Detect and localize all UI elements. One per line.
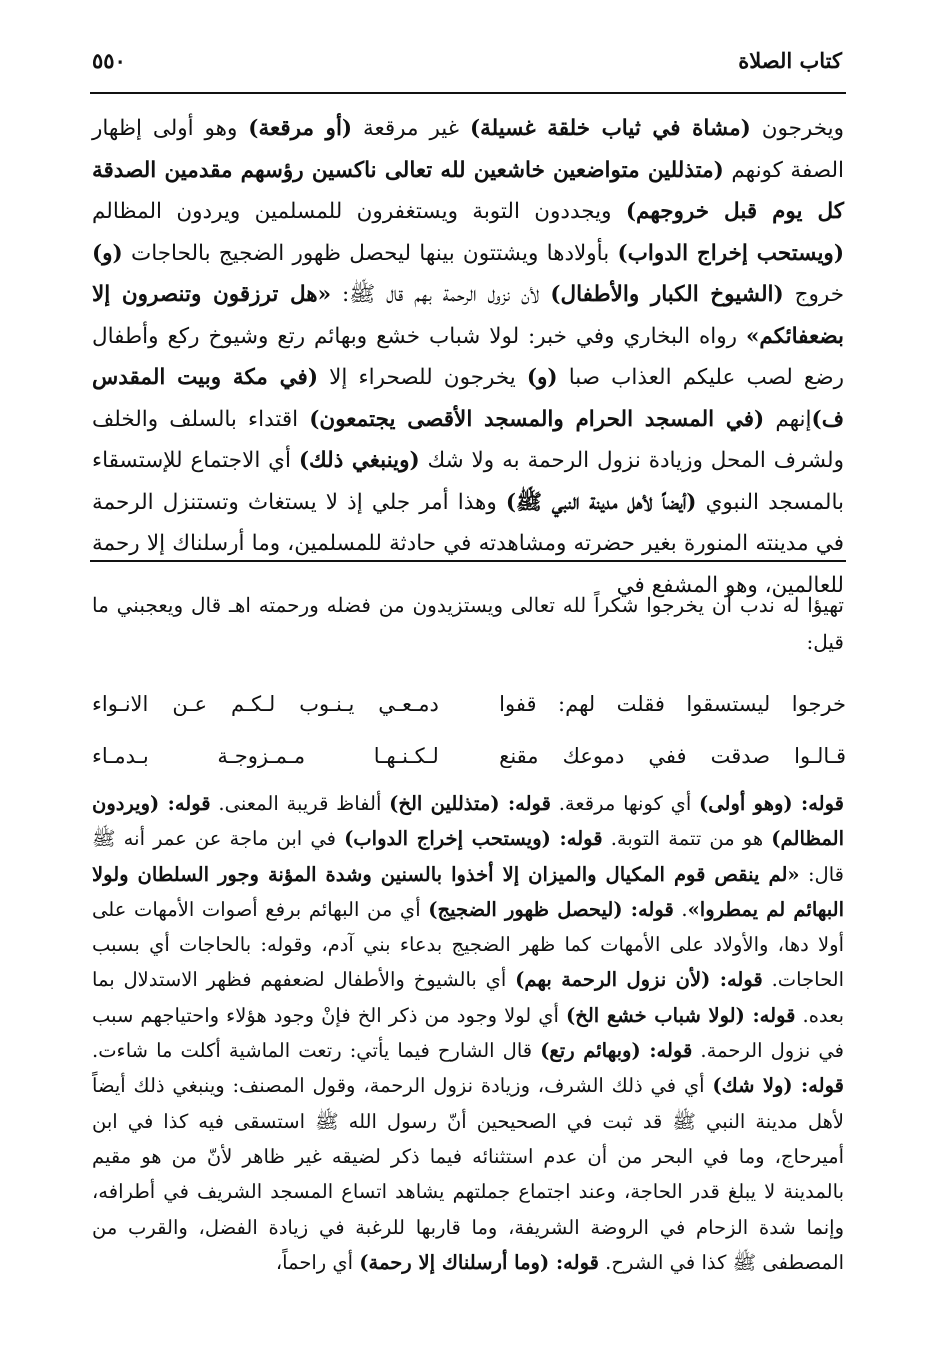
body-text: ألفاظ قريبة المعنى. <box>210 792 390 815</box>
bold-quoted-text: (أو مرقعة) <box>248 116 353 141</box>
bold-quoted-text: (مشاة في ثياب خلقة غسيلة) <box>469 116 751 141</box>
bold-quoted-text: (ويستحب إخراج الدواب) <box>344 827 551 851</box>
body-text: أي الاجتماع للإستسقاء بالمسجد النبوي <box>92 448 844 515</box>
body-text: . <box>673 897 688 921</box>
body-text: في ابن ماجة عن عمر أنه ﷺ قال: <box>92 827 844 886</box>
bold-quoted-text: قوله: <box>744 1003 796 1027</box>
commentary-intro-text: تهيؤا له ندب أن يخرجوا شكراً لله تعالى ويستزيدون من فضله ورحمته اهـ قال ويعجبني ما قيل: <box>92 593 844 654</box>
body-text: أي من البهائم برفع أصوات الأمهات على أولا دها، والأولاد على الأمهات كما ظهر الضجيج بدعاء بني آدم، وقوله: بالحاجات أي بسبب الحاجات. <box>92 897 845 992</box>
body-text: ويجددون التوبة ويستغفرون للمسلمين ويردون المظالم <box>92 199 626 224</box>
commentary-intro <box>92 587 844 661</box>
bold-quoted-text: (وهو أولى) <box>699 792 793 815</box>
bold-quoted-text: قوله: <box>550 827 603 851</box>
bold-quoted-text: (و) <box>92 240 123 266</box>
bold-quoted-text: قوله: <box>549 1250 599 1274</box>
bold-quoted-text: (ويردون المظالم) <box>92 792 845 851</box>
bold-quoted-text: (لولا شباب خشع الخ) <box>566 1003 745 1027</box>
poem <box>92 678 846 782</box>
body-text: رواه البخاري وفي خبر: لولا شباب خشع وبهائم رتع وشيوخ ركع وأطفال رضع لصب عليكم العذاب صبا <box>92 323 844 390</box>
body-text: أي في ذلك الشرف، وزيادة نزول الرحمة، وقول المصنف: وينبغي ذلك أيضاً لأهل مدينة النبي ﷺ قد ثبت في الصحيحين أنّ رسول الله ﷺ استسقى فيه كذا في ابن أميرحاج، وما في البحر من أن عدم استثنائه فيما ذكر لضيقه غير ظاهر لأنّ من هو مقيم بالمدينة لا يبلغ قدر الحاجة، وعند اجتماع جملتهم يشاهد اتساع المسجد الشريف في أطرافه، وإنما شدة الزحام في الروضة الشريفة، وما قاربها للرغبة في زيادة الفضل، والقرب من المصطفى ﷺ كذا في الشرح. <box>92 1074 844 1274</box>
poem-verse <box>92 730 846 782</box>
body-text: أي بالشيوخ والأطفال لضعفهم فظهر الاستدلال بما بعده. <box>92 968 845 1027</box>
body-text: اقتداء بالسلف والخلف ولشرف المحل وزيادة نزول الرحمة به ولا شك <box>92 406 844 473</box>
body-text: غير مرقعة <box>352 116 470 141</box>
main-text <box>92 108 844 606</box>
body-text: وهو أولى إظهار الصفة كونهم <box>92 116 844 183</box>
running-head <box>92 40 842 80</box>
bold-quoted-text: «هل ترزقون وتنصرون إلا بضعفائكم» <box>92 282 844 349</box>
bold-quoted-text: قوله: <box>792 1074 844 1098</box>
bold-quoted-text: (ولا شك) <box>712 1074 793 1098</box>
bold-quoted-text: قوله: <box>499 792 551 815</box>
body-text: خروج <box>783 282 845 307</box>
bold-quoted-text: قوله: <box>710 968 763 992</box>
bold-quoted-text: (أيضاً لأهل مدينة النبي ﷺ) <box>505 489 697 515</box>
bold-quoted-text: (وبهائم رتع) <box>540 1039 641 1063</box>
body-text: أي لولا وجود من ذكر الخ فإنْ وجود هؤلاء واحتياجهم سبب في نزول الرحمة. <box>92 1003 844 1063</box>
verse-second-hemistich: لـكـنـهـا مـمـزوجـة بـدمـاء <box>92 744 439 768</box>
bold-quoted-text: قوله: <box>622 897 674 921</box>
bold-quoted-text: (و) <box>526 365 558 390</box>
bold-quoted-text: (ليحصل ظهور الضجيج) <box>428 897 623 921</box>
bold-quoted-text: قوله: <box>159 792 211 815</box>
verse-second-hemistich: دمـعـي يـنـوب لـكـم عـن الانـواء <box>92 692 439 716</box>
header-rule <box>90 92 846 94</box>
page-number: ٥٥٠ <box>92 47 126 73</box>
commentary-paragraph <box>92 786 844 1280</box>
bold-quoted-text: قوله: <box>792 792 845 815</box>
bold-quoted-text: (في المسجد الحرام والمسجد الأقصى يجتمعون) <box>309 406 765 432</box>
body-text: قال الشارح فيما يأتي: رتعت الماشية أكلت ما شاءت. <box>92 1039 541 1063</box>
footnote-separator <box>90 560 846 562</box>
body-text: إنهم <box>764 406 812 432</box>
bold-quoted-text: (وما أرسلناك إلا رحمة) <box>359 1250 550 1274</box>
bold-quoted-text: «لم ينقص قوم المكيال والميزان إلا أخذوا بالسنين وشدة المؤنة وجور السلطان ولولا البهائم لم يمطروا» <box>92 862 845 921</box>
poem-verse <box>92 678 846 730</box>
body-text: أي كونها مرقعة. <box>550 792 700 815</box>
bold-quoted-text: (في مكة وبيت المقدس ف) <box>92 365 844 432</box>
bold-quoted-text: (لأن نزول الرحمة بهم) <box>515 968 711 992</box>
bold-quoted-text: (متذللين الخ) <box>389 792 500 815</box>
verse-first-hemistich: خرجوا ليستسقوا فقلت لهم: قفوا <box>499 692 846 716</box>
body-text: وهذا أمر جلي إذ لا يستغاث وتستنزل الرحمة في مدينته المنورة بغير حضرته ومشاهدته في حادثة للمسلمين، وما أرسلناك إلا رحمة للعالمين، وهو المشفع في <box>92 489 844 598</box>
body-text: لأن نزول الرحمة بهم قال ﷺ: <box>331 282 551 307</box>
book-title: كتاب الصلاة <box>738 47 842 73</box>
body-text: يخرجون للصحراء إلا <box>318 365 527 390</box>
body-text: ويخرجون <box>750 116 845 141</box>
bold-quoted-text: (الشيوخ الكبار والأطفال) <box>550 282 784 307</box>
main-paragraph <box>92 108 844 606</box>
bold-quoted-text: (ويستحب إخراج الدواب) <box>617 240 844 266</box>
verse-first-hemistich: قـالـوا صدقت ففي دموعك مقنع <box>499 744 846 768</box>
commentary-body <box>92 786 844 1280</box>
body-text: أي راحماً، <box>275 1250 360 1274</box>
body-text: بأولادها ويشتتون بينها ليحصل ظهور الضجيج بالحاجات <box>122 240 618 266</box>
bold-quoted-text: (وينبغي ذلك) <box>298 448 420 473</box>
body-text: هو من تتمة التوبة. <box>602 827 772 851</box>
bold-quoted-text: (متذللين متواضعين خاشعين لله تعالى ناكسين رؤسهم مقدمين الصدقة كل يوم قبل خروجهم) <box>92 157 844 224</box>
bold-quoted-text: قوله: <box>640 1039 693 1063</box>
